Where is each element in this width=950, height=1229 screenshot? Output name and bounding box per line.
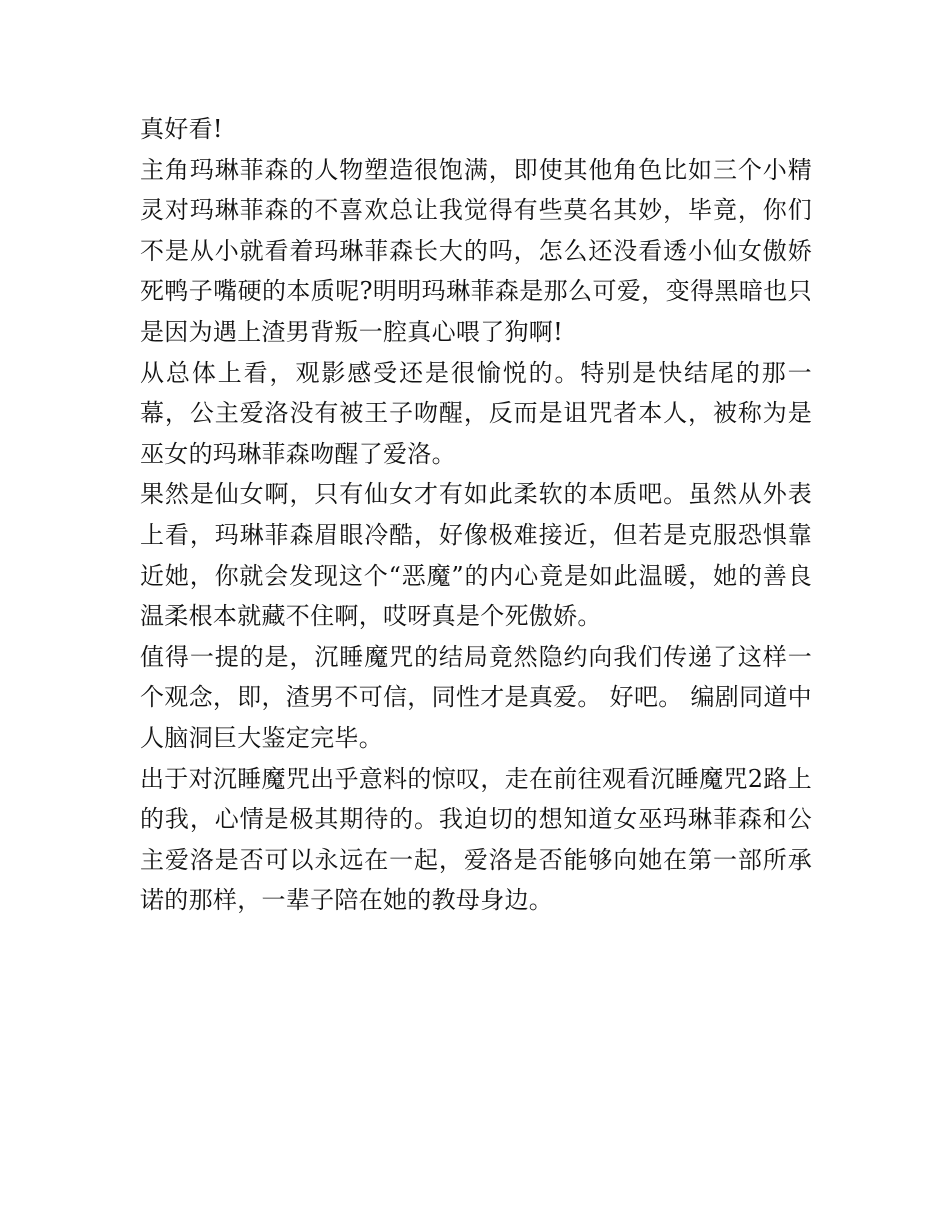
paragraph-3: 从总体上看，观影感受还是很愉悦的。特别是快结尾的那一幕，公主爱洛没有被王子吻醒，反而是诅咒者本人，被称为是巫女的玛琳菲森吻醒了爱洛。: [140, 358, 812, 468]
paragraph-4: 果然是仙女啊，只有仙女才有如此柔软的本质吧。虽然从外表上看，玛琳菲森眉眼冷酷，好像极难接近，但若是克服恐惧靠近她，你就会发现这个“恶魔”的内心竟是如此温暖，她的善良温柔根本就藏不住啊，哎呀真是个死傲娇。: [140, 480, 812, 631]
paragraph-1: 真好看!: [140, 115, 223, 143]
document-body: [140, 109, 812, 921]
paragraph-5: 值得一提的是，沉睡魔咒的结局竟然隐约向我们传递了这样一个观念，即，渣男不可信，同性才是真爱。 好吧。 编剧同道中人脑洞巨大鉴定完毕。: [140, 642, 812, 752]
paragraph-2: 主角玛琳菲森的人物塑造很饱满，即使其他角色比如三个小精灵对玛琳菲森的不喜欢总让我觉得有些莫名其妙，毕竟，你们不是从小就看着玛琳菲森长大的吗，怎么还没看透小仙女傲娇死鸭子嘴硬的本质呢?明明玛琳菲森是那么可爱，变得黑暗也只是因为遇上渣男背叛一腔真心喂了狗啊!: [140, 155, 812, 346]
paragraph-6: 出于对沉睡魔咒出乎意料的惊叹，走在前往观看沉睡魔咒2路上的我，心情是极其期待的。我迫切的想知道女巫玛琳菲森和公主爱洛是否可以永远在一起，爱洛是否能够向她在第一部所承诺的那样，一辈子陪在她的教母身边。: [140, 764, 812, 915]
